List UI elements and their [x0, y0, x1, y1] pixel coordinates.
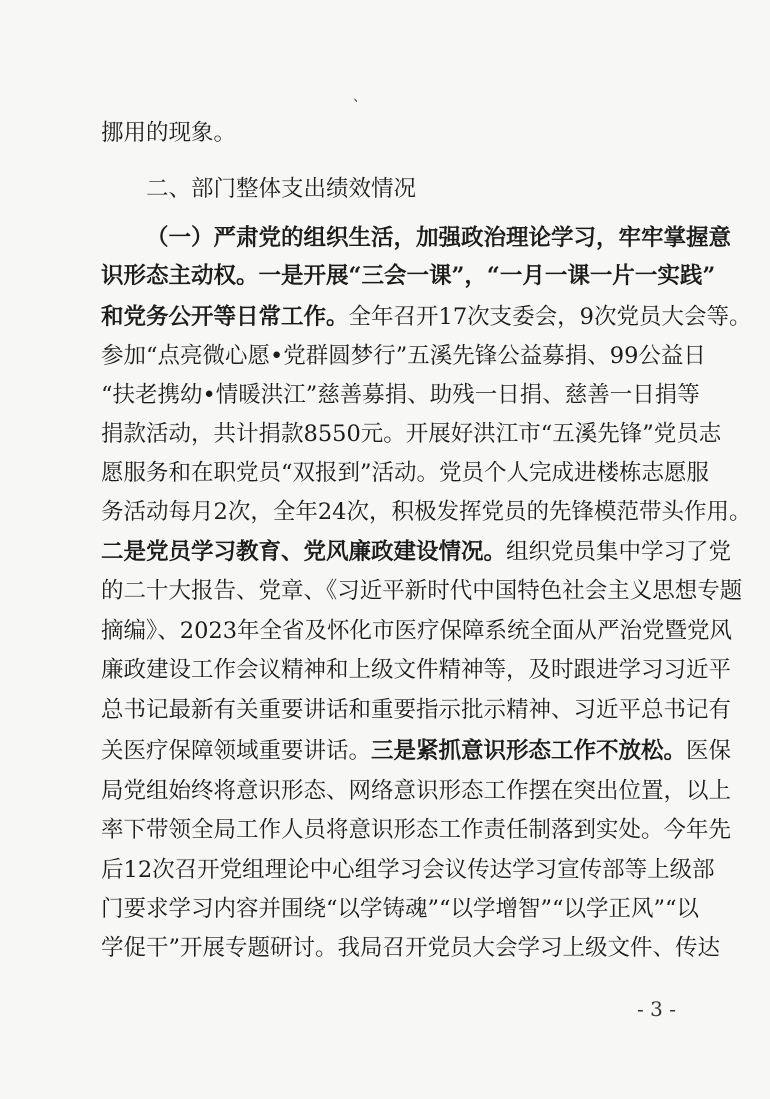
- text-run: 参加“点亮微心愿•党群圆梦行”五溪先锋公益募捐、99公益日: [101, 343, 706, 369]
- paragraph-line: [101, 616, 733, 646]
- bold-text: 识形态主动权。一是开展“三会一课”，“一月一课一片一实践”: [101, 263, 716, 289]
- text-run: 廉政建设工作会议精神和上级文件精神等，及时跟进学习习近平: [101, 657, 732, 683]
- paragraph-line: [101, 380, 700, 410]
- text-run: 组织党员集中学习了党: [506, 539, 732, 565]
- text-run: “扶老携幼•情暖洪江”慈善募捐、助残一日捐、慈善一日捐等: [101, 382, 700, 408]
- paragraph-line: [101, 894, 700, 924]
- paragraph-line: [101, 537, 732, 567]
- paragraph-line: [101, 576, 743, 606]
- bold-text: 三是紧抓意识形态工作不放松。: [371, 738, 687, 764]
- text-run: 摘编》、2023年全省及怀化市医疗保障系统全面从严治党暨党风: [101, 618, 733, 644]
- ink-mark: 、: [353, 89, 367, 105]
- paragraph-line: [101, 815, 732, 845]
- section-heading: [101, 174, 679, 204]
- text-run: 门要求学习内容并围绕“以学铸魂”“以学增智”“以学正风”“以: [101, 896, 700, 922]
- text-run: 愿服务和在职党员“双报到”活动。党员个人完成进楼栋志愿服: [101, 460, 710, 486]
- text-run: 二、部门整体支出绩效情况: [146, 176, 417, 202]
- paragraph-line: [101, 118, 679, 148]
- paragraph-line: [101, 302, 752, 332]
- text-run: 的二十大报告、党章、《习近平新时代中国特色社会主义思想专题: [101, 578, 743, 604]
- paragraph-line: [101, 341, 706, 371]
- paragraph-line: [101, 655, 732, 685]
- paragraph-line: [101, 497, 752, 527]
- paragraph-line: [101, 261, 716, 291]
- paragraph-line: [101, 736, 732, 766]
- text-run: 挪用的现象。: [101, 120, 237, 146]
- bold-text: 和党务公开等日常工作。: [101, 304, 349, 330]
- text-run: 局党组始终将意识形态、网络意识形态工作摆在突出位置，以上: [101, 778, 732, 804]
- paragraph-line: [101, 458, 710, 488]
- paragraph-line: [101, 855, 715, 885]
- text-run: 捐款活动，共计捐款8550元。开展好洪江市“五溪先锋”党员志: [101, 421, 722, 447]
- text-run: 医保: [686, 738, 732, 764]
- bold-text: 二是党员学习教育、党风廉政建设情况。: [101, 539, 507, 565]
- text-run: 总书记最新有关重要讲话和重要指示批示精神、习近平总书记有: [101, 697, 732, 723]
- text-run: 全年召开17次支委会，9次党员大会等。: [348, 304, 752, 330]
- text-run: 学促干”开展专题研讨。我局召开党员大会学习上级文件、传达: [101, 935, 721, 961]
- page-number: - 3 -: [637, 997, 676, 1021]
- text-run: 务活动每月2次，全年24次，积极发挥党员的先锋模范带头作用。: [101, 499, 752, 525]
- paragraph-line: [101, 419, 722, 449]
- paragraph-line: [101, 933, 721, 963]
- bold-text: （一）严肃党的组织生活，加强政治理论学习，牢牢掌握意: [146, 225, 732, 251]
- text-run: 后12次召开党组理论中心组学习会议传达学习宣传部等上级部: [101, 857, 715, 883]
- text-run: 关医疗保障领域重要讲话。: [101, 738, 372, 764]
- paragraph-line: [101, 776, 732, 806]
- paragraph-line: [101, 223, 732, 253]
- paragraph-line: [101, 695, 732, 725]
- text-run: 率下带领全局工作人员将意识形态工作责任制落到实处。今年先: [101, 817, 732, 843]
